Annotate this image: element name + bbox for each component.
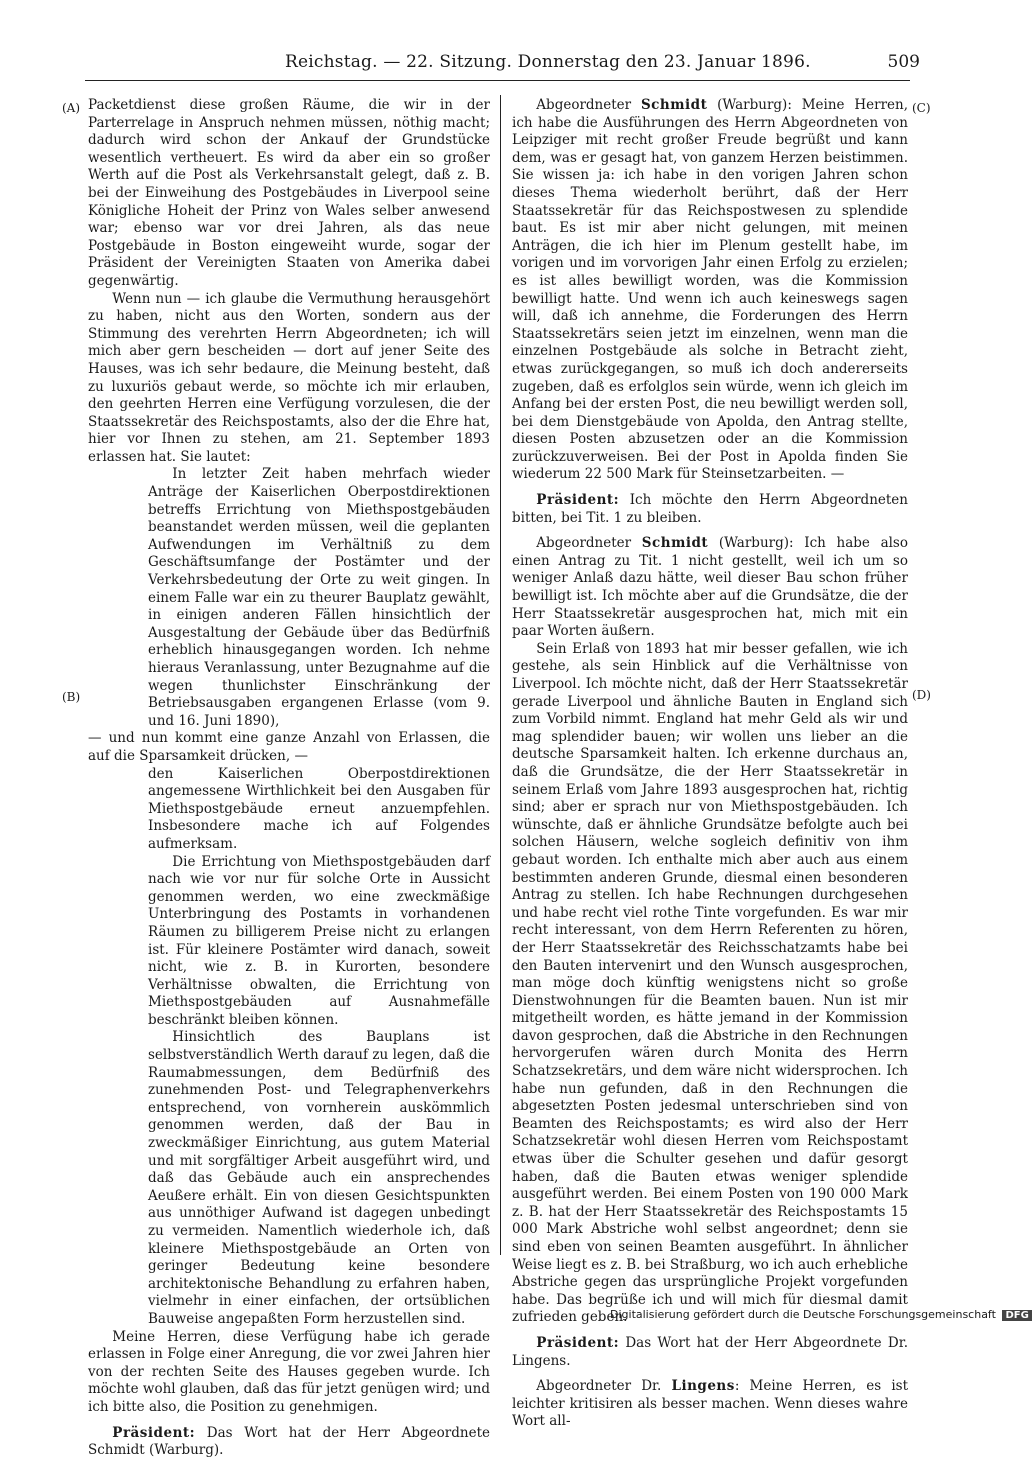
speaker-name: Schmidt [641, 535, 709, 552]
speech-intro: Abgeordneter [536, 535, 642, 552]
speech-text: Ich möchte den Herrn Abgeordneten bitten, bei Tit. 1 zu bleiben. [512, 492, 908, 526]
speech-text: : Meine Herren, es ist leichter kritisiren als besser machen. Wenn dieses wahre Wort all- [512, 1378, 909, 1430]
quoted-decree: den Kaiserlichen Oberpostdirektionen angemessene Wirthlichkeit bei den Ausgaben für Miethspostgebäude erneut anzuempfehlen. Insbesondere mache ich auf Folgendes aufmerksam. [148, 765, 490, 852]
speaker-name: Schmidt [640, 97, 708, 113]
speech-text: Das Wort hat der Herr Abgeordnete Dr. Lingens. [512, 1334, 908, 1369]
speech-text: (Warburg): Ich habe also einen Antrag zu Tit. 1 nicht gestellt, weil ich um so weniger Anlaß dazu hätte, weil dieser Bau schon früher bewilligt ist. Ich möchte aber auf die Grundsätze, die der Herr Staatssekretär ausgesprochen hat, mich mit ein paar Worten äußern. [512, 535, 908, 640]
paragraph: — und nun kommt eine ganze Anzahl von Erlassen, die auf die Sparsamkeit drücken, — [88, 730, 490, 764]
speech-intro: Abgeordneter [536, 97, 641, 113]
speech-paragraph [512, 492, 908, 527]
speech-intro: Abgeordneter Dr. [536, 1378, 672, 1395]
paragraph: Sein Erlaß von 1893 hat mir besser gefallen, wie ich gestehe, als sein Hinblick auf die Verhältnisse von Liverpool. Ich möchte nicht, daß der Herr Staatssekretär gerade Liverpool und ähnliche Bauten in England sich zum Vorbild nimmt. England hat mehr Geld als wir und mag splendider bauen; wir wollen uns lieber an die deutsche Sparsamkeit halten. Ich erkenne durchaus an, daß die Grundsätze, die der Herr Staatssekretär in seinem Erlaß vom Jahre 1893 ausgesprochen hat, richtig sind; aber er sprach nur von Miethspostgebäuden. Ich wünschte, daß er ähnliche Grundsätze befolgte auch bei solchen Häusern, welche sogleich definitiv von ihm gebaut worden. Ich enthalte mich aber auch aus einem bestimmten anderen Grunde, diesmal einen besonderen Antrag zu stellen. Ich habe Rechnungen durchgesehen und habe recht viel rothe Tinte vorgefunden. Es war mir recht interessant, von dem Herrn Referenten zu hören, der Herr Staatssekretär des Reichsschatzamts habe bei den Bauten intervenirt und den Wunsch ausgesprochen, man möge doch künftig wenigstens nicht so große Dienstwohnungen für die Beamten bauen. Nun ist mir mitgetheilt worden, es hätte jemand in der Kommission davon gesprochen, daß die Abstriche in den Rechnungen hervorgerufen wären durch Monita des Herrn Schatzsekretärs, und dem wäre nicht widersprochen. Ich habe nun gefunden, daß in den Rechnungen die abgesetzten Posten jedesmal unterschrieben sind von Beamten des Reichspostamts; es wird also der Herr Schatzsekretär wohl diesen Herren vom Reichspostamt etwas über die Schulter gesehen und dafür gesorgt haben, daß die Bauten etwas weniger splendide ausgeführt werden. Bei einem Posten von 190 000 Mark z. B. hat der Herr Staatssekretär des Reichspostamts 15 000 Mark Abstriche wohl selbst angeordnet; denn sie sind eben von seinen Beamten ausgeführt. In ähnlicher Weise liegt es z. B. bei Straßburg, wo ich auch erhebliche Abstriche gegen das ursprüngliche Projekt vorgefunden habe. Das begrüße ich und will mich für diesmal damit zufrieden geben. [512, 640, 908, 1326]
header-rule [85, 80, 910, 81]
speaker-name: Präsident: [112, 1424, 196, 1441]
column-divider [500, 95, 501, 1255]
quoted-decree: Hinsichtlich des Bauplans ist selbstverständlich Werth darauf zu legen, daß die Raumabmessungen, dem Bedürfniß des zunehmenden Post- und Telegraphenverkehrs entsprechend, von vornherein auskömmlich genommen werden, daß der Bau in zweckmäßiger Einrichtung, aus gutem Material und mit sorgfältiger Arbeit ausgeführt wird, und daß das Gebäude auch ein ansprechendes Aeußere erhält. Ein von diesen Gesichtspunkten aus unnöthiger Aufwand ist dagegen unbedingt zu vermeiden. Namentlich wiederhole ich, daß kleinere Miethspostgebäude an Orten von geringer Bedeutung keine besondere architektonische Behandlung zu erfahren haben, vielmehr in einer einfachen, der ortsüblichen Bauweise angepaßten Form herzustellen sind. [148, 1029, 490, 1327]
paragraph: Meine Herren, diese Verfügung habe ich gerade erlassen in Folge einer Anregung, die vor zwei Jahren hier von der rechten Seite des Hauses gegeben wurde. Ich möchte wohl glauben, daß das für jetzt genügen wird; und ich bitte also, die Position zu genehmigen. [88, 1328, 490, 1415]
margin-marker-d: (D) [912, 688, 931, 702]
paragraph: Packetdienst diese großen Räume, die wir in der Parterrelage in Anspruch nehmen müssen, nöthig macht; dadurch wird schon der Ankauf der Grundstücke wesentlich vertheuert. Es wird da aber ein so großer Werth auf die Post als Verkehrsanstalt gelegt, daß z. B. bei der Einweihung des Postgebäudes in Liverpool seine Königliche Hoheit der Prinz von Wales selber anwesend war; ebenso war vor drei Jahren, als das neue Postgebäude in Boston eingeweiht wurde, sogar der Präsident der Vereinigten Staaten von Amerika dabei gegenwärtig. [88, 97, 490, 289]
margin-marker-c: (C) [912, 101, 931, 115]
speaker-name: Präsident: [536, 492, 620, 509]
speaker-name: Lingens [671, 1378, 735, 1395]
quoted-decree: Die Errichtung von Miethspostgebäuden darf nach wie vor nur für solche Orte in Aussicht genommen werden, wo eine zweckmäßige Unterbringung des Postamts in vorhandenen Räumen zu billigerem Preise nicht zu erlangen ist. Für kleinere Postämter wird danach, soweit nicht, wie z. B. in Kurorten, besondere Verhältnisse obwalten, die Errichtung von Miethspostgebäuden auf Ausnahmefälle beschränkt bleiben können. [148, 853, 490, 1028]
quoted-decree: In letzter Zeit haben mehrfach wieder Anträge der Kaiserlichen Oberpostdirektionen betreffs Errichtung von Miethspostgebäuden beanstandet werden müssen, weil die geplanten Aufwendungen im Verhältniß zu dem Geschäftsumfange der Postämter und der Verkehrsbedeutung der Orte zu weit gingen. In einem Falle war ein zu theurer Bauplatz gewählt, in einigen anderen Fällen hinsichtlich der Ausgestaltung der Gebäude über das Bedürfniß erheblich hinausgegangen worden. Ich nehme hieraus Veranlassung, unter Bezugnahme auf die wegen thunlichster Einschränkung der Betriebsausgaben ergangenen Erlasse (vom 9. und 16. Juni 1890), [148, 466, 490, 729]
speech-text: Das Wort hat der Herr Abgeordnete Schmidt (Warburg). [88, 1424, 490, 1459]
speaker-name: Präsident: [536, 1334, 620, 1351]
page-running-title: Reichstag. — 22. Sitzung. Donnerstag den 23. Januar 1896. [285, 52, 811, 72]
margin-marker-b: (B) [62, 690, 81, 704]
credit-text: Digitalisierung gefördert durch die Deutsche Forschungsgemeinschaft [610, 1308, 996, 1321]
speech-paragraph [512, 1378, 908, 1431]
digitization-credit [610, 1308, 1032, 1321]
speech-paragraph [512, 1335, 908, 1370]
page-header [80, 52, 920, 78]
dfg-logo: DFG [1002, 1310, 1031, 1321]
speech-paragraph [512, 535, 908, 641]
page-number: 509 [887, 52, 920, 72]
speech-paragraph [88, 1425, 490, 1460]
right-column [512, 97, 908, 1431]
paragraph: Wenn nun — ich glaube die Vermuthung herausgehört zu haben, nicht aus den Worten, sondern aus der Stimmung des verehrten Herrn Abgeordneten; ich will mich aber gern bescheiden — dort auf jener Seite des Hauses, was ich sehr bedaure, die Meinung besteht, daß zu luxuriös gebaut werde, so möchte ich mir erlauben, den geehrten Herren eine Verfügung vorzulesen, die der Staatssekretär des Reichspostamts, also der die Ehre hat, hier vor Ihnen zu stehen, am 21. September 1893 erlassen hat. Sie lautet: [88, 290, 490, 465]
speech-paragraph [512, 97, 908, 484]
margin-marker-a: (A) [62, 101, 81, 115]
left-column [88, 97, 490, 1460]
speech-text: (Warburg): Meine Herren, ich habe die Ausführungen des Herrn Abgeordneten von Leipziger mit recht großer Freude begrüßt und kann dem, was er gesagt hat, von ganzem Herzen beistimmen. Sie wissen ja: ich habe in den vorigen Jahren schon dieses Thema wiederholt berührt, daß der Herr Staatssekretär für das Reichspostwesen zu splendide baut. Es ist mir aber nicht gelungen, mit meinen Anträgen, die ich hier im Plenum gestellt habe, im vorigen und im vorvorigen Jahr einen Erfolg zu erzielen; es ist alles bewilligt worden, was die Kommission bewilligt hatte. Und wenn ich auch keineswegs sagen will, daß ich annehme, die Forderungen des Herrn Staatssekretärs seien jetzt im einzelnen, wenn man die einzelnen Postgebäude als solche in Betracht zieht, etwas zurückgegangen, so muß ich doch andererseits zugeben, daß es erfolglos sein würde, wenn ich gleich im Anfang bei der ersten Post, die neu bewilligt werden soll, bei dem Dienstgebäude von Apolda, den Antrag stellte, diesen Posten abzusetzen oder an die Kommission zurückzuverweisen. Bei der Post in Apolda finden Sie wiederum 22 500 Mark für Steinsetzarbeiten. — [512, 97, 908, 483]
